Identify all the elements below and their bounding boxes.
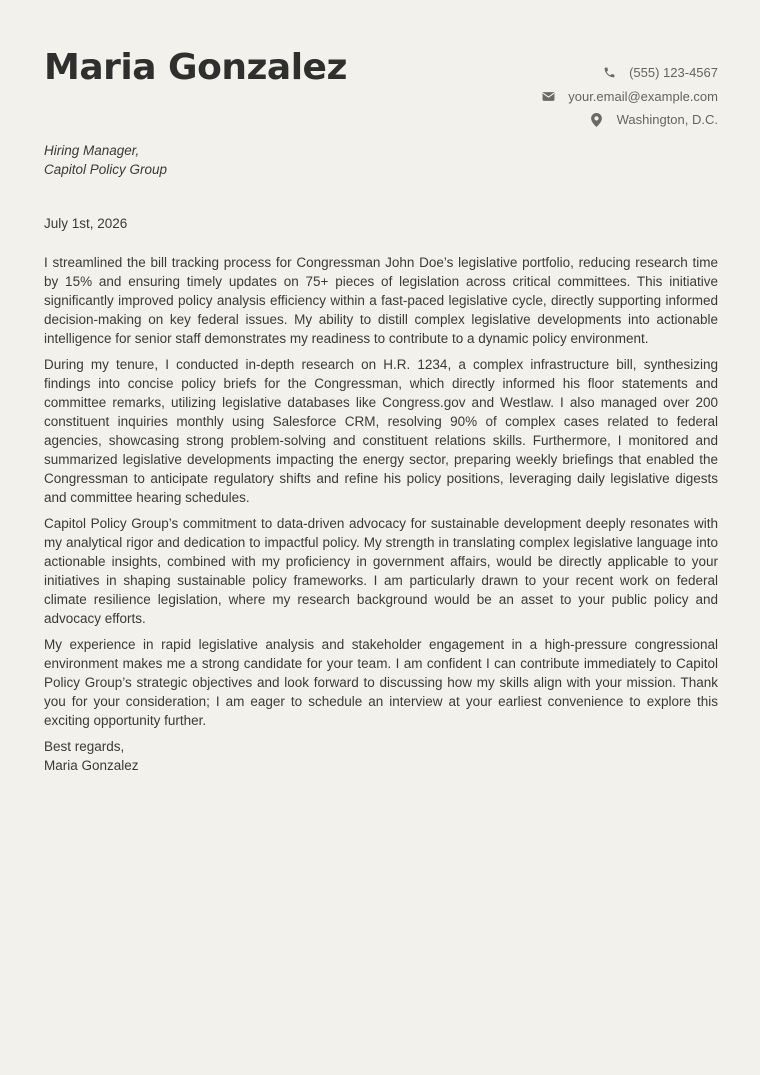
- paragraph-3: Capitol Policy Group’s commitment to data-driven advocacy for sustainable development deeply resonates with my analytical rigor and dedication to impactful policy. My strength in translating complex legislative language into actionable insights, combined with my proficiency in government affairs, would be directly applicable to your initiatives in shaping sustainable policy frameworks. I am particularly drawn to your recent work on federal climate resilience legislation, where my research background would be an asset to your public policy and advocacy efforts.: [44, 516, 718, 626]
- paragraph-4: My experience in rapid legislative analysis and stakeholder engagement in a high-pressure congressional environment makes me a strong candidate for your team. I am confident I can contribute immediately to Capitol Policy Group’s strategic objectives and look forward to discussing how my skills align with your mission. Thank you for your consideration; I am eager to schedule an interview at your earliest convenience to explore this exciting opportunity further.: [44, 637, 718, 728]
- letter-date: July 1st, 2026: [44, 216, 128, 231]
- applicant-name: Maria Gonzalez: [44, 47, 347, 88]
- signature-name: Maria Gonzalez: [44, 758, 139, 773]
- map-pin-icon: [589, 112, 605, 128]
- phone-text: (555) 123-4567: [629, 65, 718, 81]
- location-text: Washington, D.C.: [616, 112, 718, 128]
- contact-phone: [398, 61, 718, 85]
- contact-info: [398, 61, 718, 132]
- contact-location: [398, 108, 718, 132]
- email-text: your.email@example.com: [568, 88, 718, 104]
- recipient-title: Hiring Manager,: [44, 143, 140, 158]
- contact-email: [398, 85, 718, 109]
- closing-block: [44, 737, 718, 775]
- recipient-organization: Capitol Policy Group: [44, 162, 168, 177]
- paragraph-1: I streamlined the bill tracking process for Congressman John Doe’s legislative portfolio, reducing research time by 15% and ensuring timely updates on 75+ pieces of legislation across critical committees. This initiative significantly improved policy analysis efficiency within a fast-paced legislative cycle, directly supporting informed decision-making on key federal issues. My ability to distill complex legislative developments into actionable intelligence for senior staff demonstrates my readiness to contribute to a dynamic policy environment.: [44, 255, 718, 346]
- closing-salutation: Best regards,: [44, 739, 125, 754]
- recipient-block: [44, 141, 167, 179]
- paragraph-2: During my tenure, I conducted in-depth research on H.R. 1234, a complex infrastructure bill, synthesizing findings into concise policy briefs for the Congressman, which directly informed his floor statements and committee remarks, utilizing legislative databases like Congress.gov and Westlaw. I also managed over 200 constituent inquiries monthly using Salesforce CRM, resolving 90% of complex cases related to federal agencies, showcasing strong problem-solving and constituent relations skills. Furthermore, I monitored and summarized legislative developments impacting the energy sector, preparing weekly briefings that enabled the Congressman to anticipate regulatory shifts and refine his policy positions, leveraging daily legislative digests and committee hearing schedules.: [44, 357, 718, 505]
- phone-icon: [601, 65, 617, 81]
- envelope-icon: [540, 88, 556, 104]
- letter-body: [44, 253, 718, 775]
